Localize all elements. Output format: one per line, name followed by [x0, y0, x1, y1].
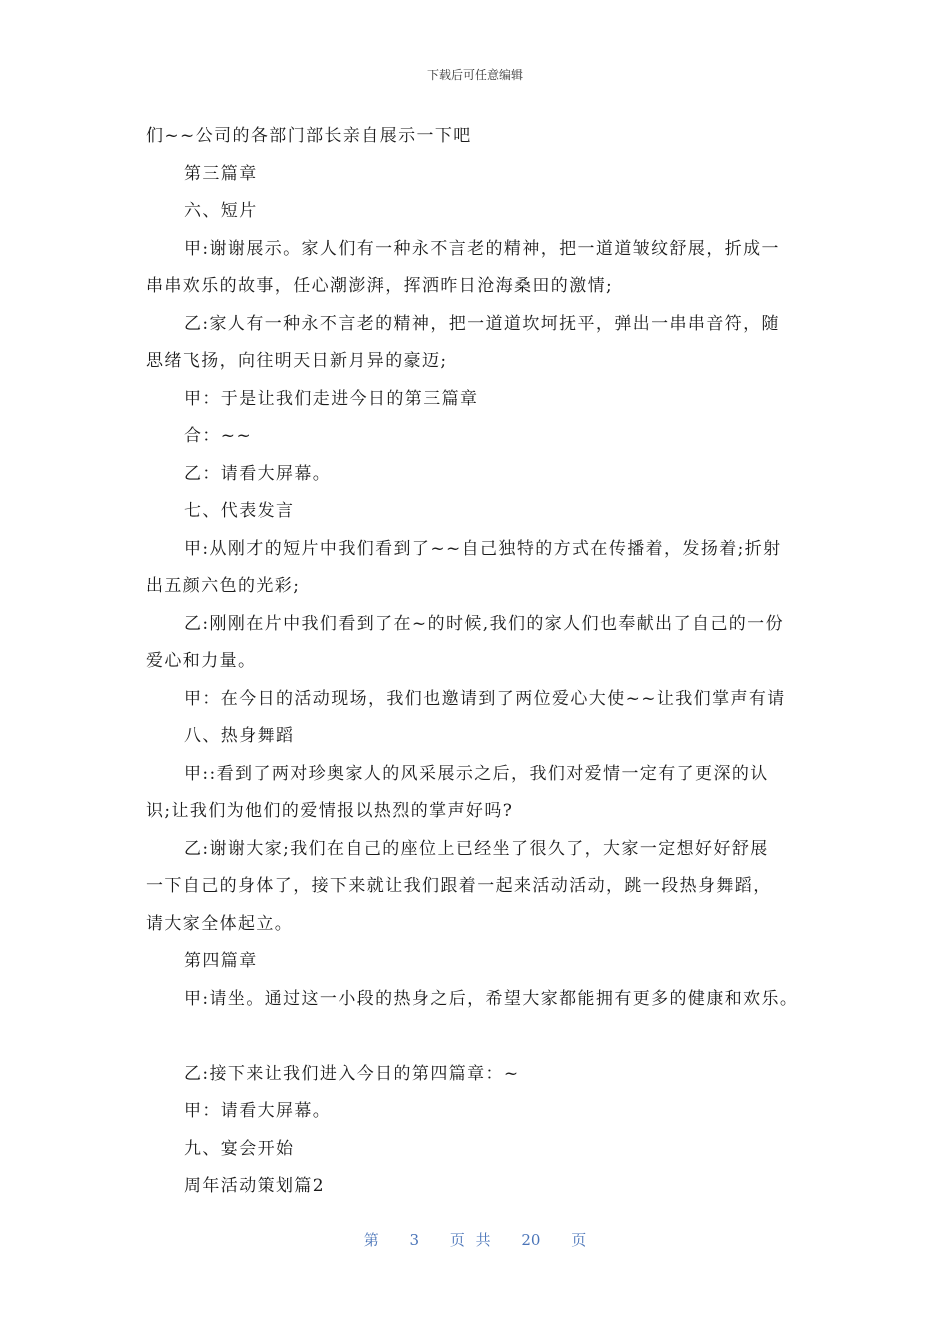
section-heading: 第三篇章: [184, 163, 258, 184]
text-line: 乙:谢谢大家;我们在自己的座位上已经坐了很久了，大家一定想好好舒展: [184, 838, 769, 859]
text-line: 合：~~: [184, 426, 253, 446]
text-line: 请大家全体起立。: [146, 913, 294, 934]
text-line: 乙：请看大屏幕。: [184, 463, 332, 484]
text-line: 甲：请看大屏幕。: [184, 1101, 332, 1121]
text-line: 甲::看到了两对珍奥家人的风采展示之后，我们对爱情一定有了更深的认: [184, 763, 769, 784]
text-line: 甲：在今日的活动现场，我们也邀请到了两位爱心大使~~让我们掌声有请: [184, 688, 786, 709]
text-line: 思绪飞扬，向往明天日新月异的豪迈;: [146, 351, 448, 371]
text-line: 一下自己的身体了，接下来就让我们跟着一起来活动活动，跳一段热身舞蹈，: [146, 876, 772, 896]
text-line: 爱心和力量。: [146, 651, 257, 671]
header-note: 下载后可任意编辑: [426, 68, 523, 82]
blank-line: [146, 1018, 818, 1056]
footer-di: 第: [363, 1231, 379, 1249]
section-heading: 七、代表发言: [184, 501, 295, 521]
text-line: 乙:刚刚在片中我们看到了在~的时候,我们的家人们也奉献出了自己的一份: [184, 613, 784, 634]
text-line: 出五颜六色的光彩;: [146, 576, 301, 596]
text-line: 甲:请坐。通过这一小段的热身之后，希望大家都能拥有更多的健康和欢乐。: [184, 988, 799, 1009]
text-line: 乙:接下来让我们进入今日的第四篇章：~: [184, 1063, 520, 1084]
text-line: 甲:从刚才的短片中我们看到了~~自己独特的方式在传播着，发扬着;折射: [184, 538, 782, 559]
text-line: 乙:家人有一种永不言老的精神，把一道道坎坷抚平，弹出一串串音符，随: [184, 313, 780, 334]
section-heading: 周年活动策划篇2: [184, 1176, 326, 1196]
text-line: 们~~公司的各部门部长亲自展示一下吧: [146, 126, 472, 146]
footer-ye: 页: [571, 1231, 587, 1249]
text-line: 识;让我们为他们的爱情报以热烈的掌声好吗?: [146, 801, 514, 821]
text-line: 甲：于是让我们走进今日的第三篇章: [184, 388, 479, 409]
footer-ye-gong: 页 共: [449, 1231, 491, 1249]
text-line: 甲:谢谢展示。家人们有一种永不言老的精神，把一道道皱纹舒展，折成一: [184, 238, 780, 259]
section-heading: 八、热身舞蹈: [184, 726, 295, 746]
document-body: [146, 118, 818, 1206]
section-heading: 九、宴会开始: [184, 1138, 295, 1159]
page-footer: [0, 1229, 950, 1250]
section-heading: 六、短片: [184, 201, 258, 221]
footer-total-pages: 20: [521, 1231, 541, 1249]
footer-current-page: 3: [409, 1231, 420, 1249]
section-heading: 第四篇章: [184, 951, 258, 971]
text-line: 串串欢乐的故事，任心潮澎湃，挥洒昨日沧海桑田的激情;: [146, 276, 614, 296]
